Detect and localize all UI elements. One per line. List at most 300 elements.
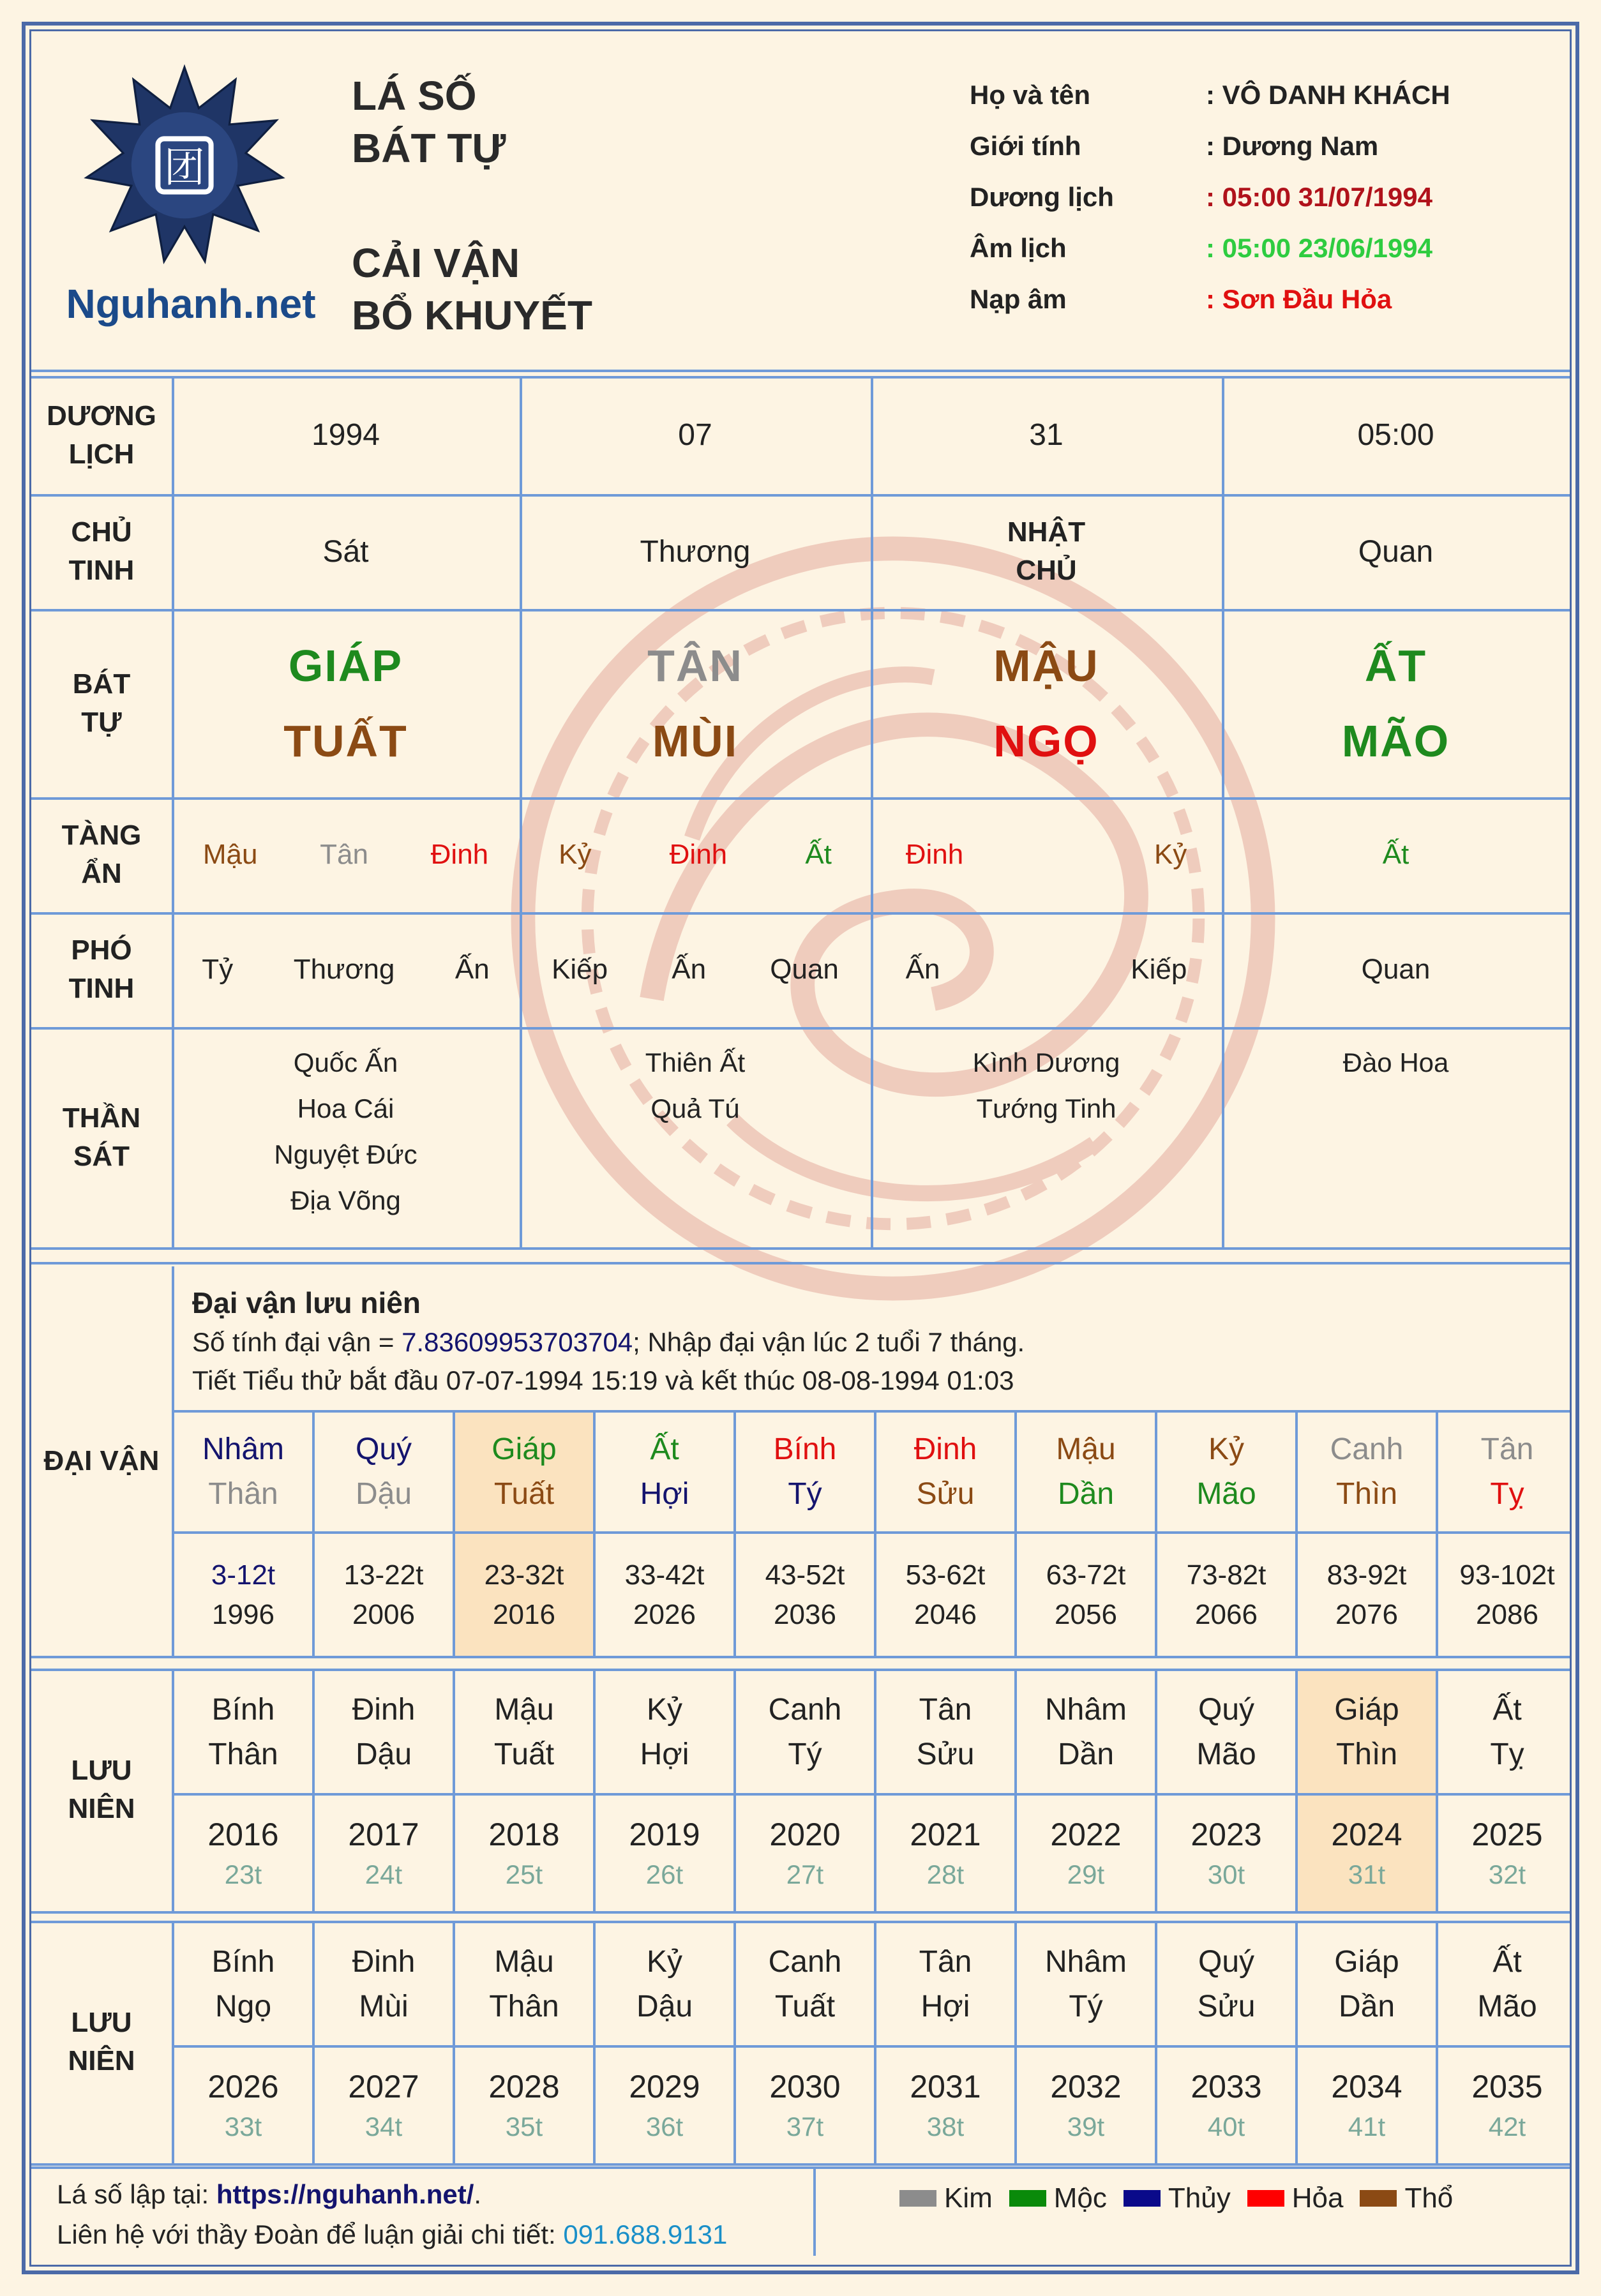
sub-stars — [520, 954, 871, 986]
luck-stem: Nhâm — [202, 1432, 285, 1466]
sub-star: Ấn — [455, 954, 490, 985]
luck-period — [876, 1534, 1014, 1656]
annual-stem: Nhâm — [1044, 1692, 1127, 1727]
annual-year-value: 2025 — [1471, 1816, 1543, 1852]
hidden-stem: Ất — [1382, 839, 1409, 870]
legend-label: Thổ — [1404, 2182, 1454, 2214]
annual-age: 40t — [1207, 2111, 1245, 2142]
luck-start-year: 2076 — [1335, 1598, 1398, 1630]
page-title — [352, 70, 592, 341]
luck-branch: Tý — [788, 1477, 822, 1511]
annual-year-value: 2027 — [348, 2068, 419, 2105]
major-luck-label — [31, 1266, 172, 1656]
annual-pillar — [1157, 1923, 1295, 2045]
legend-swatch — [899, 2190, 936, 2207]
legend-label: Kim — [944, 2182, 993, 2214]
info-row — [970, 121, 1450, 172]
hidden-stem: Ất — [805, 839, 832, 870]
pillar-cell — [1222, 609, 1570, 797]
footer-contact-prefix: Liên hệ với thầy Đoàn để luận giải chi tiết: — [57, 2219, 564, 2249]
grid-line — [31, 1262, 1572, 1264]
sub-star-cell — [172, 912, 520, 1027]
annual-year — [1298, 2048, 1436, 2163]
chart-card-inner — [29, 29, 1572, 2267]
hidden-stem: Đinh — [905, 839, 964, 870]
pillar-stem: ẤT — [1364, 640, 1427, 691]
grid-line — [31, 370, 1572, 372]
annual-year — [1438, 2048, 1572, 2163]
spirit-name: Quốc Ấn — [293, 1047, 398, 1077]
annual-branch: Mão — [1477, 1989, 1537, 2023]
annual-stem: Bính — [211, 1692, 275, 1727]
luck-branch: Sửu — [916, 1477, 975, 1511]
annual-pillar — [174, 1923, 312, 2045]
luck-pillar — [1017, 1413, 1155, 1531]
chu_tinh-cell — [172, 494, 520, 609]
annual-year-value: 2019 — [629, 1816, 700, 1852]
annual-age: 39t — [1067, 2111, 1105, 2142]
spirit-name: Thiên Ất — [645, 1047, 746, 1077]
annual-stem: Quý — [1198, 1944, 1255, 1979]
info-value: : Dương Nam — [1206, 131, 1379, 161]
annual-year-value: 2035 — [1471, 2068, 1543, 2105]
annual-pillar — [1017, 1671, 1155, 1793]
annual-branch: Tý — [788, 1737, 822, 1771]
duong_lich-value: 1994 — [312, 418, 380, 452]
annual-pillar — [876, 1671, 1014, 1793]
sub-star: Kiếp — [1131, 954, 1187, 985]
annual-year — [1157, 1796, 1295, 1911]
annual-pillar — [1298, 1671, 1436, 1793]
chu_tinh-value: Sát — [322, 534, 369, 569]
annual-year — [315, 1796, 453, 1911]
info-value: : VÔ DANH KHÁCH — [1206, 80, 1450, 110]
luck-stem: Mậu — [1056, 1432, 1116, 1466]
pillar-branch: MÙI — [652, 716, 739, 766]
annual-age: 29t — [1067, 1859, 1105, 1889]
luck-age-range: 33-42t — [624, 1559, 705, 1591]
annual-pillar — [455, 1923, 593, 2045]
duong_lich-value: 31 — [1029, 418, 1064, 452]
pillar-cell — [871, 609, 1222, 797]
row-label-text: THẦN — [62, 1102, 141, 1134]
sub-star-cell — [520, 912, 871, 1027]
annual-year — [876, 1796, 1014, 1911]
row-label — [31, 609, 172, 797]
spirit-name: Nguyệt Đức — [274, 1139, 417, 1169]
luck-period — [596, 1534, 733, 1656]
title-line: CẢI VẬN — [352, 240, 520, 286]
spirit-cell — [172, 1027, 520, 1247]
sub-star: Ấn — [905, 954, 940, 985]
chu_tinh-value: Thương — [640, 534, 751, 569]
annual-year — [455, 1796, 593, 1911]
grid-line — [813, 2166, 816, 2256]
row-label-text: TỰ — [81, 706, 122, 738]
luck-age-range: 23-32t — [484, 1559, 564, 1591]
day-master-label: CHỦ — [1016, 555, 1077, 586]
luck-period — [1438, 1534, 1572, 1656]
row-label-text: TÀNG — [61, 820, 142, 851]
luck-stem: Tân — [1480, 1432, 1534, 1466]
logo-glyph: 团 — [164, 144, 205, 192]
row-label-text: PHÓ — [71, 934, 132, 966]
luck-age-range: 93-102t — [1459, 1559, 1555, 1591]
luck-pillar — [1298, 1413, 1436, 1531]
sub-star: Quan — [1361, 954, 1431, 985]
chart-card — [22, 22, 1579, 2274]
annual-year-value: 2021 — [910, 1816, 981, 1852]
luck-age-range: 3-12t — [211, 1559, 276, 1591]
legend-item — [1009, 2182, 1107, 2214]
sub-star: Quan — [770, 954, 839, 985]
annual-year-value: 2023 — [1191, 1816, 1262, 1852]
annual-age: 36t — [645, 2111, 684, 2142]
pillar-branch: TUẤT — [283, 716, 408, 766]
annual-stem: Mậu — [494, 1944, 554, 1979]
footer-source-suffix: . — [474, 2179, 482, 2209]
info-label: Nạp âm — [970, 284, 1067, 314]
major-luck-number-prefix: Số tính đại vận = — [192, 1327, 402, 1357]
sub-stars — [1222, 954, 1570, 986]
legend-label: Hỏa — [1291, 2182, 1344, 2214]
hidden-stem: Đinh — [430, 839, 489, 870]
row-label-text: TINH — [68, 973, 135, 1004]
personal-info — [970, 70, 1450, 325]
annual-year-value: 2031 — [910, 2068, 981, 2105]
annual-label — [31, 1921, 172, 2163]
annual-age: 23t — [224, 1859, 262, 1889]
annual-pillar — [1017, 1923, 1155, 2045]
luck-pillar — [315, 1413, 453, 1531]
luck-pillar — [1438, 1413, 1572, 1531]
grid-line — [31, 2163, 1572, 2166]
luck-stem: Ất — [650, 1432, 679, 1466]
spirit-name: Kình Dương — [972, 1047, 1120, 1077]
legend-swatch — [1009, 2190, 1046, 2207]
luck-stem: Kỷ — [1208, 1432, 1244, 1466]
grid-line — [31, 1656, 1572, 1658]
hidden-stem: Kỷ — [1154, 839, 1187, 870]
annual-pillar — [455, 1671, 593, 1793]
luck-start-year: 1996 — [212, 1598, 274, 1630]
info-label: Âm lịch — [970, 233, 1067, 263]
info-value: : Sơn Đầu Hỏa — [1206, 284, 1392, 314]
duong_lich-value: 05:00 — [1357, 418, 1434, 452]
annual-label-text: NIÊN — [68, 2045, 135, 2076]
title-line: LÁ SỐ — [352, 73, 477, 119]
luck-branch: Thân — [208, 1477, 278, 1511]
annual-stem: Bính — [211, 1944, 275, 1979]
annual-pillar — [315, 1923, 453, 2045]
annual-pillar — [596, 1671, 733, 1793]
annual-branch: Ngọ — [214, 1989, 272, 2023]
luck-age-range: 13-22t — [343, 1559, 424, 1591]
luck-stem: Canh — [1330, 1432, 1404, 1466]
annual-branch: Tý — [1069, 1989, 1103, 2023]
spirit-cell — [1222, 1027, 1570, 1247]
luck-age-range: 43-52t — [765, 1559, 845, 1591]
hidden-stems-cell — [1222, 797, 1570, 912]
luck-period — [174, 1534, 312, 1656]
annual-year — [736, 2048, 874, 2163]
luck-period — [1017, 1534, 1155, 1656]
annual-year — [174, 2048, 312, 2163]
major-luck-number: 7.83609953703704 — [402, 1327, 633, 1357]
luck-start-year: 2036 — [774, 1598, 836, 1630]
chu_tinh-cell — [1222, 494, 1570, 609]
annual-branch: Tuất — [493, 1737, 555, 1771]
row-label-text: SÁT — [73, 1140, 130, 1172]
annual-branch: Sửu — [916, 1737, 975, 1771]
duong_lich-cell — [871, 376, 1222, 494]
luck-pillar — [174, 1413, 312, 1531]
luck-period — [455, 1534, 593, 1656]
annual-pillar — [1157, 1671, 1295, 1793]
luck-age-range: 63-72t — [1046, 1559, 1126, 1591]
legend-label: Thủy — [1168, 2182, 1231, 2214]
luck-branch: Tuất — [493, 1477, 555, 1511]
sub-stars — [172, 954, 520, 986]
luck-period — [315, 1534, 453, 1656]
footer-source-prefix: Lá số lập tại: — [57, 2179, 216, 2209]
pillar-cell — [172, 609, 520, 797]
luck-pillar — [1157, 1413, 1295, 1531]
annual-year — [455, 2048, 593, 2163]
spirit-cell — [520, 1027, 871, 1247]
pillar-branch: MÃO — [1341, 716, 1450, 766]
annual-pillar — [736, 1671, 874, 1793]
pillar-stem: GIÁP — [288, 640, 403, 691]
day-master-cell — [871, 494, 1222, 609]
annual-year — [736, 1796, 874, 1911]
luck-branch: Thìn — [1335, 1477, 1398, 1511]
annual-branch: Dậu — [355, 1737, 412, 1771]
legend-swatch — [1360, 2190, 1397, 2207]
luck-period — [736, 1534, 874, 1656]
annual-year — [1017, 1796, 1155, 1911]
annual-stem: Canh — [768, 1944, 842, 1979]
hidden-stems-cell — [520, 797, 871, 912]
annual-stem: Tân — [919, 1692, 972, 1727]
annual-year — [1017, 2048, 1155, 2163]
phone-link[interactable]: 091.688.9131 — [563, 2219, 728, 2249]
pillar-stem: MẬU — [993, 640, 1099, 691]
annual-branch: Dần — [1057, 1737, 1115, 1771]
annual-age: 27t — [786, 1859, 824, 1889]
sub-star — [1010, 954, 1061, 986]
annual-year-value: 2016 — [207, 1816, 279, 1852]
chu_tinh-value: Quan — [1358, 534, 1434, 569]
hidden-stems — [871, 839, 1222, 871]
major-luck-heading: Đại vận lưu niên — [192, 1286, 421, 1319]
info-row — [970, 223, 1450, 274]
annual-branch: Thìn — [1335, 1737, 1398, 1771]
annual-branch: Tỵ — [1490, 1737, 1524, 1771]
annual-stem: Đinh — [352, 1692, 416, 1727]
annual-stem: Giáp — [1334, 1692, 1399, 1727]
annual-year — [596, 2048, 733, 2163]
annual-year-value: 2032 — [1050, 2068, 1122, 2105]
brand-name[interactable]: Nguhanh.net — [66, 281, 316, 327]
annual-year-value: 2022 — [1050, 1816, 1122, 1852]
day-master-label: NHẬT — [1007, 516, 1086, 548]
luck-stem: Giáp — [492, 1432, 557, 1466]
annual-age: 42t — [1488, 2111, 1526, 2142]
hidden-stems — [1222, 839, 1570, 871]
annual-pillar — [596, 1923, 733, 2045]
pillar-cell — [520, 609, 871, 797]
row-label — [31, 494, 172, 609]
annual-stem: Đinh — [352, 1944, 416, 1979]
annual-age: 37t — [786, 2111, 824, 2142]
annual-year-value: 2033 — [1191, 2068, 1262, 2105]
legend-item — [899, 2182, 993, 2214]
hidden-stem: Kỷ — [559, 839, 592, 870]
luck-stem: Bính — [773, 1432, 837, 1466]
annual-stem: Nhâm — [1044, 1944, 1127, 1979]
annual-pillar — [1438, 1923, 1572, 2045]
annual-year-value: 2017 — [348, 1816, 419, 1852]
sub-stars — [871, 954, 1222, 986]
row-label — [31, 376, 172, 494]
annual-pillar — [736, 1923, 874, 2045]
info-label: Dương lịch — [970, 182, 1114, 212]
luck-start-year: 2066 — [1195, 1598, 1258, 1630]
annual-pillar — [315, 1671, 453, 1793]
annual-age: 35t — [505, 2111, 543, 2142]
legend-item — [1124, 2182, 1231, 2214]
annual-stem: Canh — [768, 1692, 842, 1727]
annual-age: 24t — [365, 1859, 403, 1889]
footer-contact — [57, 2219, 727, 2250]
legend-item — [1360, 2182, 1453, 2214]
legend-item — [1247, 2182, 1344, 2214]
duong_lich-value: 07 — [678, 418, 712, 452]
annual-year-value: 2034 — [1331, 2068, 1402, 2105]
annual-label-text: LƯU — [71, 1755, 132, 1786]
info-value: : 05:00 23/06/1994 — [1206, 233, 1432, 263]
annual-branch: Hợi — [640, 1737, 689, 1771]
luck-start-year: 2016 — [493, 1598, 555, 1630]
hidden-stem: Mậu — [202, 839, 258, 870]
sub-star: Kiếp — [552, 954, 608, 985]
annual-branch: Dần — [1338, 1989, 1395, 2023]
chu_tinh-cell — [520, 494, 871, 609]
luck-stem: Đinh — [913, 1432, 977, 1466]
legend-swatch — [1247, 2190, 1284, 2207]
hidden-stems-cell — [871, 797, 1222, 912]
annual-age: 33t — [224, 2111, 262, 2142]
hidden-stem: Đinh — [669, 839, 728, 870]
duong_lich-cell — [520, 376, 871, 494]
spirit-name: Đào Hoa — [1342, 1047, 1449, 1077]
pillar-branch: NGỌ — [993, 716, 1099, 766]
luck-pillar — [596, 1413, 733, 1531]
hidden-stems — [520, 839, 871, 871]
luck-branch: Dần — [1057, 1477, 1115, 1511]
info-value: : 05:00 31/07/1994 — [1206, 182, 1432, 212]
hidden-stem: Tân — [320, 839, 368, 870]
sub-star-cell — [1222, 912, 1570, 1027]
annual-stem: Quý — [1198, 1692, 1255, 1727]
pillar-stem: TÂN — [647, 640, 743, 691]
luck-age-range: 73-82t — [1186, 1559, 1267, 1591]
annual-branch: Mão — [1196, 1737, 1256, 1771]
annual-year — [1298, 1796, 1436, 1911]
annual-year — [174, 1796, 312, 1911]
legend-label: Mộc — [1053, 2182, 1107, 2214]
row-label-text: ẨN — [81, 858, 122, 889]
luck-branch: Hợi — [640, 1477, 689, 1511]
annual-age: 34t — [365, 2111, 403, 2142]
annual-stem: Tân — [919, 1944, 972, 1979]
annual-branch: Thân — [489, 1989, 559, 2023]
luck-branch: Tỵ — [1490, 1477, 1524, 1511]
luck-pillar — [736, 1413, 874, 1531]
annual-branch: Tuất — [774, 1989, 836, 2023]
annual-age: 32t — [1488, 1859, 1526, 1889]
annual-branch: Hợi — [921, 1989, 970, 2023]
luck-branch: Mão — [1196, 1477, 1256, 1511]
sub-star: Tỷ — [202, 954, 234, 985]
annual-pillar — [174, 1671, 312, 1793]
annual-branch: Thân — [208, 1737, 278, 1771]
annual-age: 30t — [1207, 1859, 1245, 1889]
duong_lich-cell — [1222, 376, 1570, 494]
annual-year — [596, 1796, 733, 1911]
title-line: BÁT TỰ — [352, 125, 506, 171]
grid-line — [31, 2166, 1572, 2169]
hidden-stems-cell — [172, 797, 520, 912]
site-link[interactable]: https://nguhanh.net/ — [216, 2179, 474, 2209]
annual-branch: Sửu — [1197, 1989, 1256, 2023]
annual-pillar — [1298, 1923, 1436, 2045]
info-label: Họ và tên — [970, 80, 1091, 110]
info-label: Giới tính — [970, 131, 1081, 161]
annual-year-value: 2030 — [769, 2068, 841, 2105]
annual-stem: Mậu — [494, 1692, 554, 1727]
luck-start-year: 2046 — [914, 1598, 977, 1630]
annual-label-text: LƯU — [71, 2007, 132, 2038]
annual-year-value: 2024 — [1331, 1816, 1402, 1852]
row-label-text: LỊCH — [68, 438, 135, 470]
row-label-text: TINH — [68, 555, 135, 586]
luck-start-year: 2056 — [1055, 1598, 1117, 1630]
annual-stem: Ất — [1492, 1944, 1522, 1979]
sub-star-cell — [871, 912, 1222, 1027]
luck-period — [1157, 1534, 1295, 1656]
info-row — [970, 172, 1450, 223]
annual-stem: Kỷ — [646, 1944, 682, 1979]
sub-star: Ấn — [672, 954, 707, 985]
sub-star: Thương — [293, 954, 395, 985]
annual-age: 26t — [645, 1859, 684, 1889]
annual-age: 38t — [926, 2111, 965, 2142]
annual-year — [876, 2048, 1014, 2163]
row-label-text: BÁT — [72, 668, 131, 700]
footer-source — [57, 2179, 481, 2210]
luck-branch: Dậu — [355, 1477, 412, 1511]
annual-stem: Ất — [1492, 1692, 1522, 1727]
title-line: BỔ KHUYẾT — [352, 292, 592, 338]
luck-age-range: 83-92t — [1327, 1559, 1407, 1591]
annual-label — [31, 1669, 172, 1911]
logo-star-icon — [82, 63, 287, 267]
luck-period — [1298, 1534, 1436, 1656]
annual-pillar — [1438, 1671, 1572, 1793]
luck-start-year: 2006 — [352, 1598, 415, 1630]
